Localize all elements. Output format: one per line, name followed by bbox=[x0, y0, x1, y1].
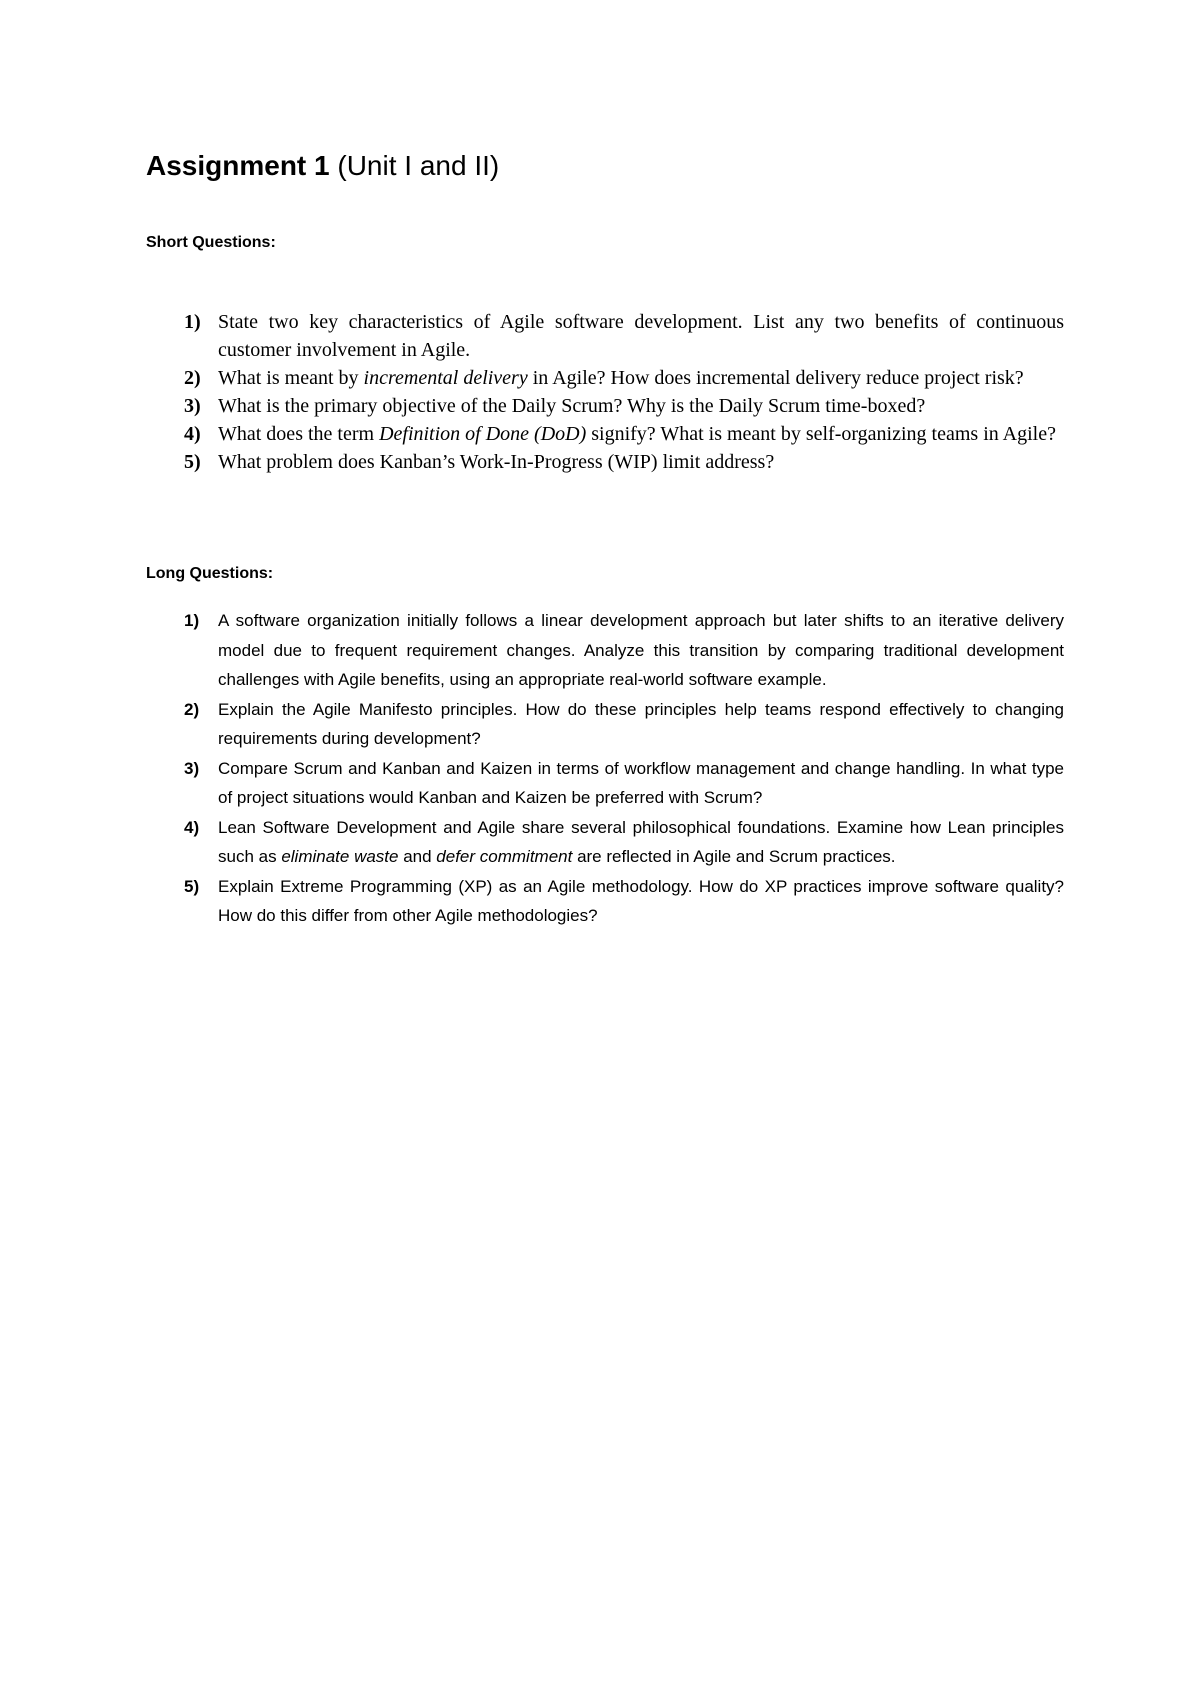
short-question-2 bbox=[146, 364, 1064, 392]
question-text: Explain the Agile Manifesto principles. How do these principles help teams respond effectively to changing requirements during development? bbox=[218, 699, 1064, 748]
question-number: 2) bbox=[184, 367, 201, 389]
title-units: (Unit I and II) bbox=[329, 150, 500, 181]
long-question-1 bbox=[146, 606, 1064, 695]
question-text: Explain Extreme Programming (XP) as an Agile methodology. How do XP practices improve software quality? How do this differ from other Agile methodologies? bbox=[218, 876, 1064, 925]
question-text: What is the primary objective of the Daily Scrum? Why is the Daily Scrum time-boxed? bbox=[218, 395, 926, 417]
short-question-4 bbox=[146, 420, 1064, 448]
question-number: 3) bbox=[184, 758, 200, 778]
short-questions-heading: Short Questions: bbox=[146, 234, 276, 251]
question-text: What problem does Kanban’s Work-In-Progress (WIP) limit address? bbox=[218, 451, 775, 473]
emphasis-term: Definition of Done (DoD) bbox=[379, 423, 587, 445]
question-number: 4) bbox=[184, 423, 201, 445]
question-text: Lean Software Development and Agile share several philosophical foundations. Examine how Lean principles such as eliminate waste and defer commitment are reflected in Agile and Scrum practices. bbox=[218, 817, 1064, 866]
title-assignment: Assignment 1 bbox=[146, 150, 330, 181]
short-question-5 bbox=[146, 448, 1064, 476]
question-text: What does the term Definition of Done (DoD) signify? What is meant by self-organizing teams in Agile? bbox=[218, 423, 1056, 445]
emphasis-term: eliminate waste bbox=[281, 847, 399, 866]
question-text: What is meant by incremental delivery in Agile? How does incremental delivery reduce project risk? bbox=[218, 367, 1024, 389]
emphasis-term: defer commitment bbox=[436, 847, 573, 866]
question-number: 4) bbox=[184, 817, 200, 837]
question-number: 2) bbox=[184, 699, 200, 719]
short-question-1 bbox=[146, 308, 1064, 364]
long-questions-heading: Long Questions: bbox=[146, 565, 274, 582]
question-text: Compare Scrum and Kanban and Kaizen in terms of workflow management and change handling. In what type of project situations would Kanban and Kaizen be preferred with Scrum? bbox=[218, 758, 1064, 807]
short-questions-list bbox=[146, 308, 1064, 476]
question-number: 1) bbox=[184, 611, 200, 630]
question-text: State two key characteristics of Agile software development. List any two benefits of continuous customer involvement in Agile. bbox=[218, 311, 1064, 361]
question-text: A software organization initially follows a linear development approach but later shifts to an iterative delivery model due to frequent requirement changes. Analyze this transition by comparing traditional development challenges with Agile benefits, using an appropriate real-world software example. bbox=[218, 611, 1064, 689]
long-question-4 bbox=[146, 813, 1064, 872]
long-questions-list bbox=[146, 606, 1064, 931]
question-number: 3) bbox=[184, 395, 201, 417]
long-question-2 bbox=[146, 695, 1064, 754]
long-question-3 bbox=[146, 754, 1064, 813]
long-question-5 bbox=[146, 872, 1064, 931]
page-title bbox=[146, 148, 499, 184]
emphasis-term: incremental delivery bbox=[363, 367, 528, 389]
question-number: 5) bbox=[184, 451, 201, 473]
question-number: 1) bbox=[184, 311, 201, 333]
question-number: 5) bbox=[184, 876, 200, 896]
short-question-3 bbox=[146, 392, 1064, 420]
